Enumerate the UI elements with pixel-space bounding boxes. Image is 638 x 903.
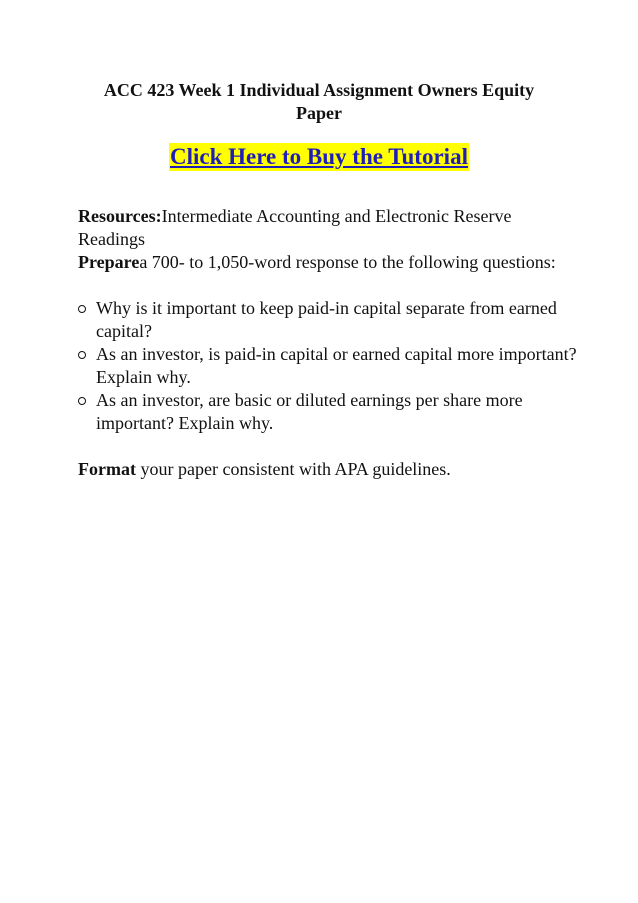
bullet-icon: [78, 305, 86, 313]
question-text: As an investor, are basic or diluted earnings per share more important? Explain why.: [96, 390, 523, 433]
questions-list: [78, 297, 578, 435]
resources-paragraph: [78, 205, 578, 251]
list-item: [78, 297, 578, 343]
bullet-icon: [78, 351, 86, 359]
prepare-label: Prepare: [78, 252, 140, 272]
format-paragraph: [78, 458, 578, 481]
question-text: As an investor, is paid-in capital or earned capital more important? Explain why.: [96, 344, 577, 387]
resources-label: Resources:: [78, 206, 162, 226]
prepare-text: a 700- to 1,050-word response to the following questions:: [139, 252, 556, 272]
format-label: Format: [78, 459, 136, 479]
instructions-block: [78, 205, 578, 274]
question-text: Why is it important to keep paid-in capital separate from earned capital?: [96, 298, 557, 341]
prepare-paragraph: [78, 251, 578, 274]
resources-text: Intermediate Accounting and Electronic Reserve Readings: [78, 206, 512, 249]
list-item: [78, 343, 578, 389]
title-line-2: Paper: [296, 103, 342, 123]
format-text: your paper consistent with APA guidelines.: [135, 459, 451, 479]
document-body: [78, 205, 578, 481]
title-line-1: ACC 423 Week 1 Individual Assignment Owners Equity: [103, 80, 535, 100]
bullet-icon: [78, 397, 86, 405]
list-item: [78, 389, 578, 435]
document-title: [60, 79, 578, 125]
tutorial-link-container: [0, 143, 638, 171]
buy-tutorial-link[interactable]: Click Here to Buy the Tutorial: [170, 144, 468, 169]
